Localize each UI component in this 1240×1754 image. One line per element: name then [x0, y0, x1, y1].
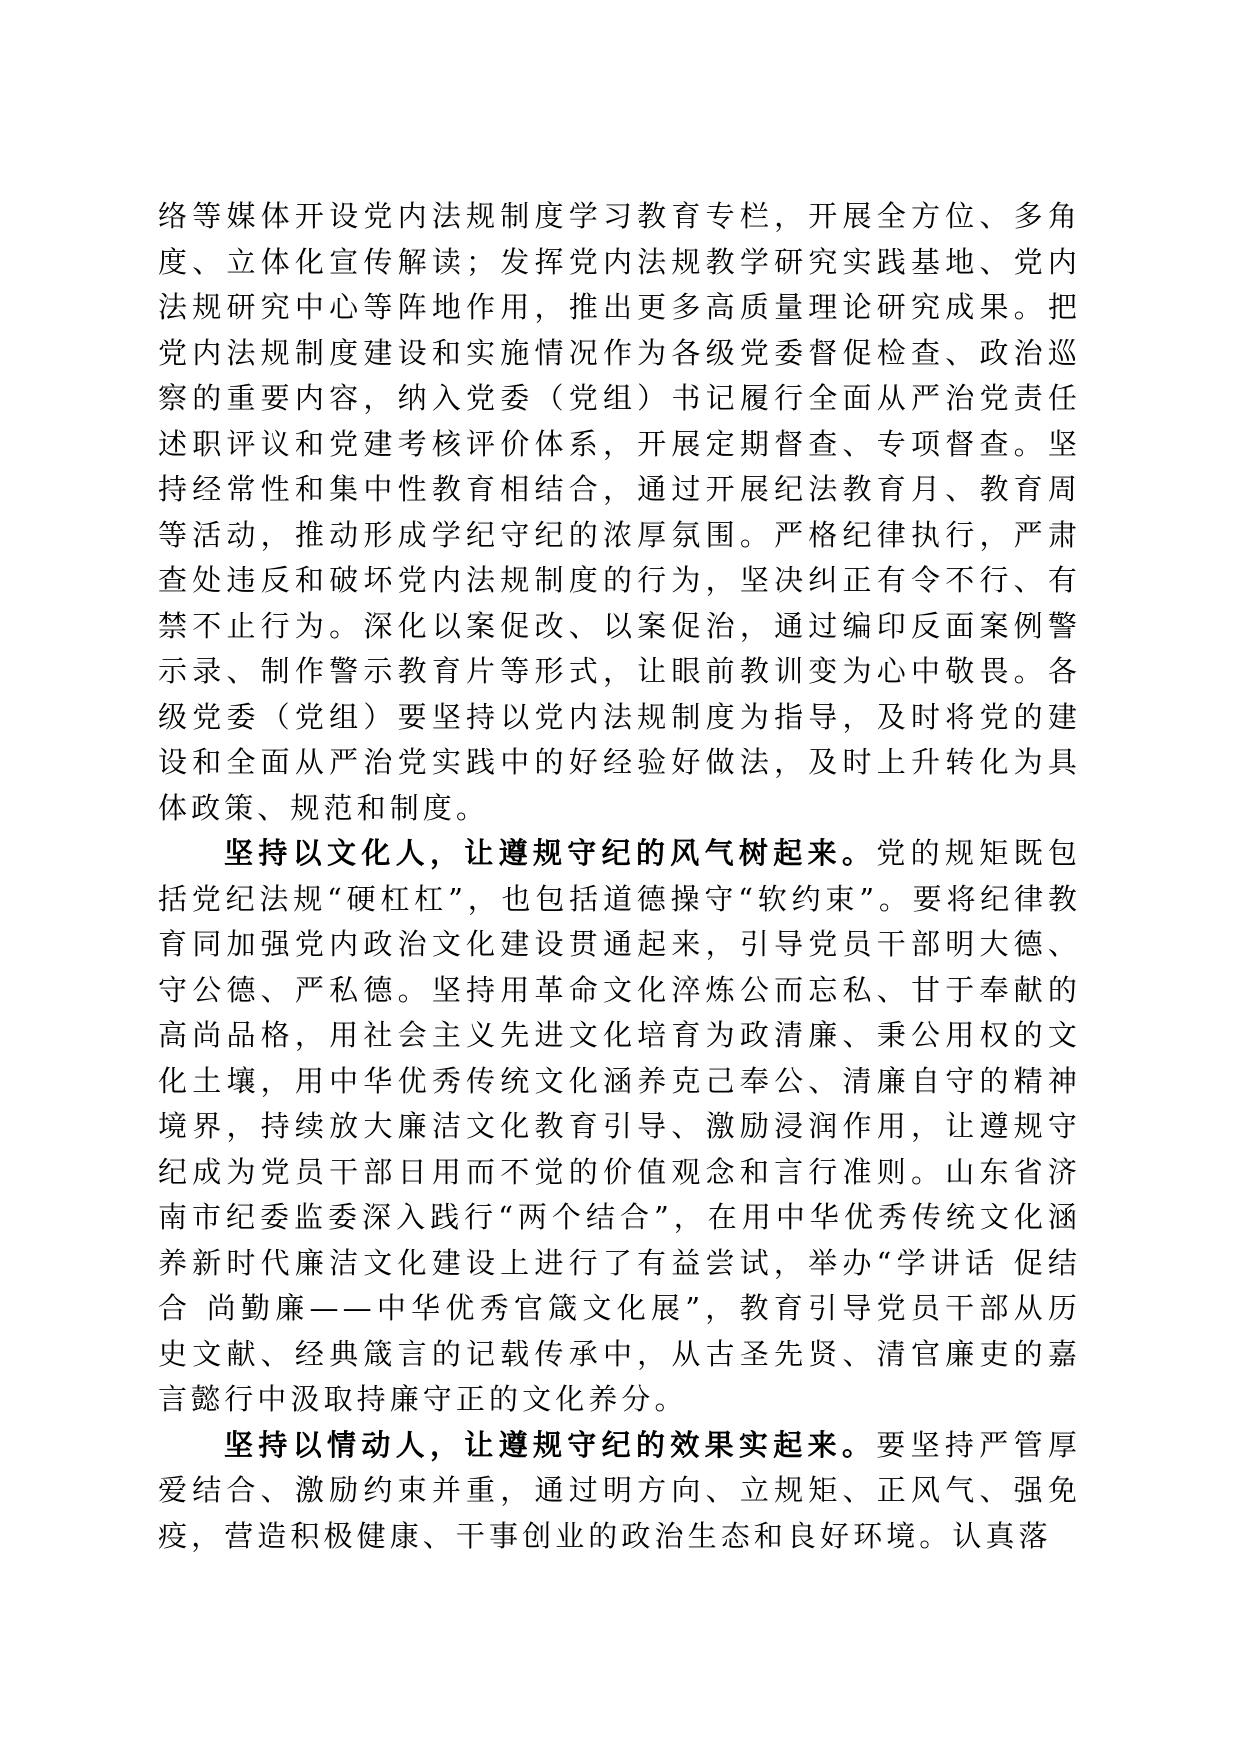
document-body: [158, 194, 1081, 1559]
paragraph-continued: [158, 194, 1081, 831]
paragraph-heading: 坚持以文化人，让遵规守纪的风气树起来。: [224, 836, 877, 870]
paragraph-text: 党的规矩既包括党纪法规“硬杠杠”，也包括道德操守“软约束”。要将纪律教育同加强党内政治文化建设贯通起来，引导党员干部明大德、守公德、严私德。坚持用革命文化淬炼公而忘私、甘于奉献的高尚品格，用社会主义先进文化培育为政清廉、秉公用权的文化土壤，用中华优秀传统文化涵养克己奉公、清廉自守的精神境界，持续放大廉洁文化教育引导、激励浸润作用，让遵规守纪成为党员干部日用而不觉的价值观念和言行准则。山东省济南市纪委监委深入践行“两个结合”，在用中华优秀传统文化涵养新时代廉洁文化建设上进行了有益尝试，举办“学讲话 促结合 尚勤廉——中华优秀官箴文化展”，教育引导党员干部从历史文献、经典箴言的记载传承中，从古圣先贤、清官廉吏的嘉言懿行中汲取持廉守正的文化养分。: [158, 836, 1081, 1416]
paragraph-text: 络等媒体开设党内法规制度学习教育专栏，开展全方位、多角度、立体化宣传解读；发挥党内法规教学研究实践基地、党内法规研究中心等阵地作用，推出更多高质量理论研究成果。把党内法规制度建设和实施情况作为各级党委督促检查、政治巡察的重要内容，纳入党委（党组）书记履行全面从严治党责任述职评议和党建考核评价体系，开展定期督查、专项督查。坚持经常性和集中性教育相结合，通过开展纪法教育月、教育周等活动，推动形成学纪守纪的浓厚氛围。严格纪律执行，严肃查处违反和破坏党内法规制度的行为，坚决纠正有令不行、有禁不止行为。深化以案促改、以案促治，通过编印反面案例警示录、制作警示教育片等形式，让眼前教训变为心中敬畏。各级党委（党组）要坚持以党内法规制度为指导，及时将党的建设和全面从严治党实践中的好经验好做法，及时上升转化为具体政策、规范和制度。: [158, 199, 1081, 825]
paragraph-culture: [158, 831, 1081, 1423]
paragraph-heading: 坚持以情动人，让遵规守纪的效果实起来。: [224, 1427, 877, 1462]
paragraph-emotion: [158, 1423, 1081, 1560]
paragraph-text: 要坚持严管厚爱结合、激励约束并重，通过明方向、立规矩、正风气、强免疫，营造积极健康、干事创业的政治生态和良好环境。认真落: [158, 1427, 1081, 1553]
